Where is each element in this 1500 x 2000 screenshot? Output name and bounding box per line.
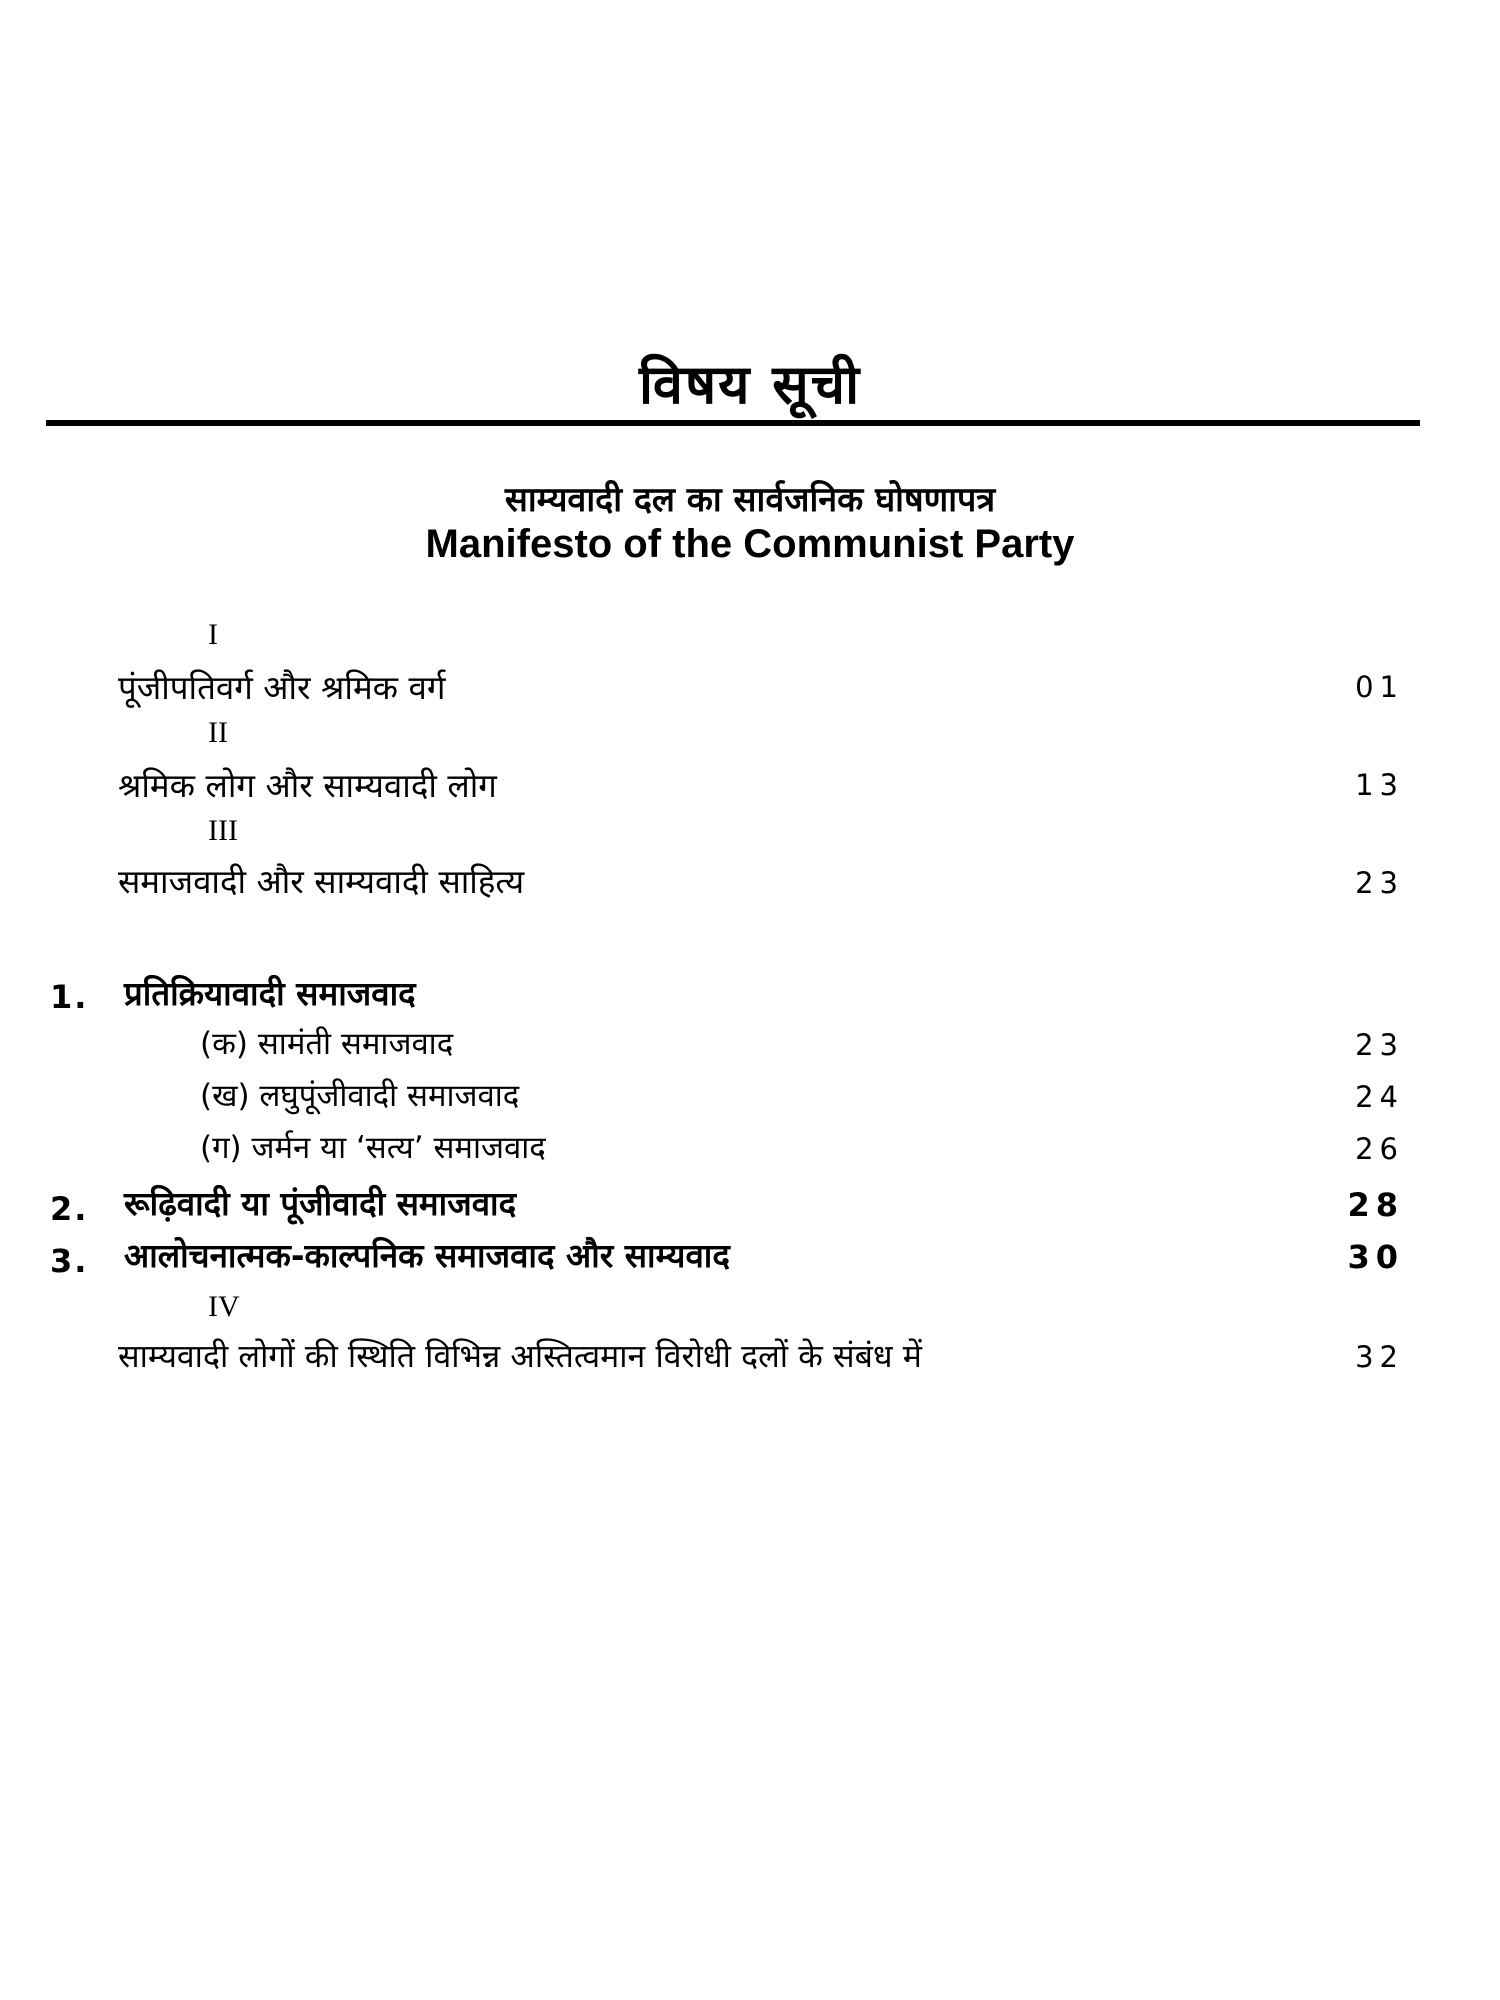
subsection-c-title: (ग) जर्मन या ‘सत्य’ समाजवाद: [200, 1130, 546, 1166]
page-title: विषय सूची: [638, 353, 862, 416]
part-4-numeral: IV: [208, 1290, 240, 1323]
subsection-b-title: (ख) लघुपूंजीवादी समाजवाद: [200, 1078, 520, 1114]
subsection-b-page: 24: [1355, 1080, 1404, 1114]
subtitle-hindi: साम्यवादी दल का सार्वजनिक घोषणापत्र: [504, 480, 996, 520]
part-1-title: पूंजीपतिवर्ग और श्रमिक वर्ग: [118, 668, 446, 707]
part-4-title: साम्यवादी लोगों की स्थिति विभिन्न अस्तित्वमान विरोधी दलों के संबंध में: [118, 1337, 922, 1375]
section-2-number: 2.: [50, 1190, 89, 1228]
part-3-page: 23: [1355, 866, 1404, 900]
subsection-a-page: 23: [1355, 1028, 1404, 1062]
subsection-a-title: (क) सामंती समाजवाद: [200, 1026, 454, 1062]
part-2-title: श्रमिक लोग और साम्यवादी लोग: [118, 766, 497, 805]
subsection-c-page: 26: [1355, 1132, 1404, 1166]
section-2-title: रूढ़िवादी या पूंजीवादी समाजवाद: [124, 1184, 517, 1223]
title-divider: [46, 420, 1420, 426]
part-3-title: समाजवादी और साम्यवादी साहित्य: [118, 862, 525, 901]
part-1-page: 01: [1355, 670, 1404, 704]
section-1-number: 1.: [50, 978, 89, 1016]
section-3-page: 30: [1347, 1238, 1404, 1276]
part-2-numeral: II: [208, 716, 228, 749]
part-3-numeral: III: [208, 814, 238, 847]
part-4-page: 32: [1355, 1340, 1404, 1374]
subtitle-english: Manifesto of the Communist Party: [425, 522, 1075, 566]
section-2-page: 28: [1347, 1186, 1404, 1224]
section-1-title: प्रतिक्रियावादी समाजवाद: [124, 974, 416, 1013]
section-3-title: आलोचनात्मक-काल्पनिक समाजवाद और साम्यवाद: [124, 1236, 730, 1275]
section-3-number: 3.: [50, 1242, 89, 1280]
part-1-numeral: I: [208, 618, 218, 651]
part-2-page: 13: [1355, 768, 1404, 802]
